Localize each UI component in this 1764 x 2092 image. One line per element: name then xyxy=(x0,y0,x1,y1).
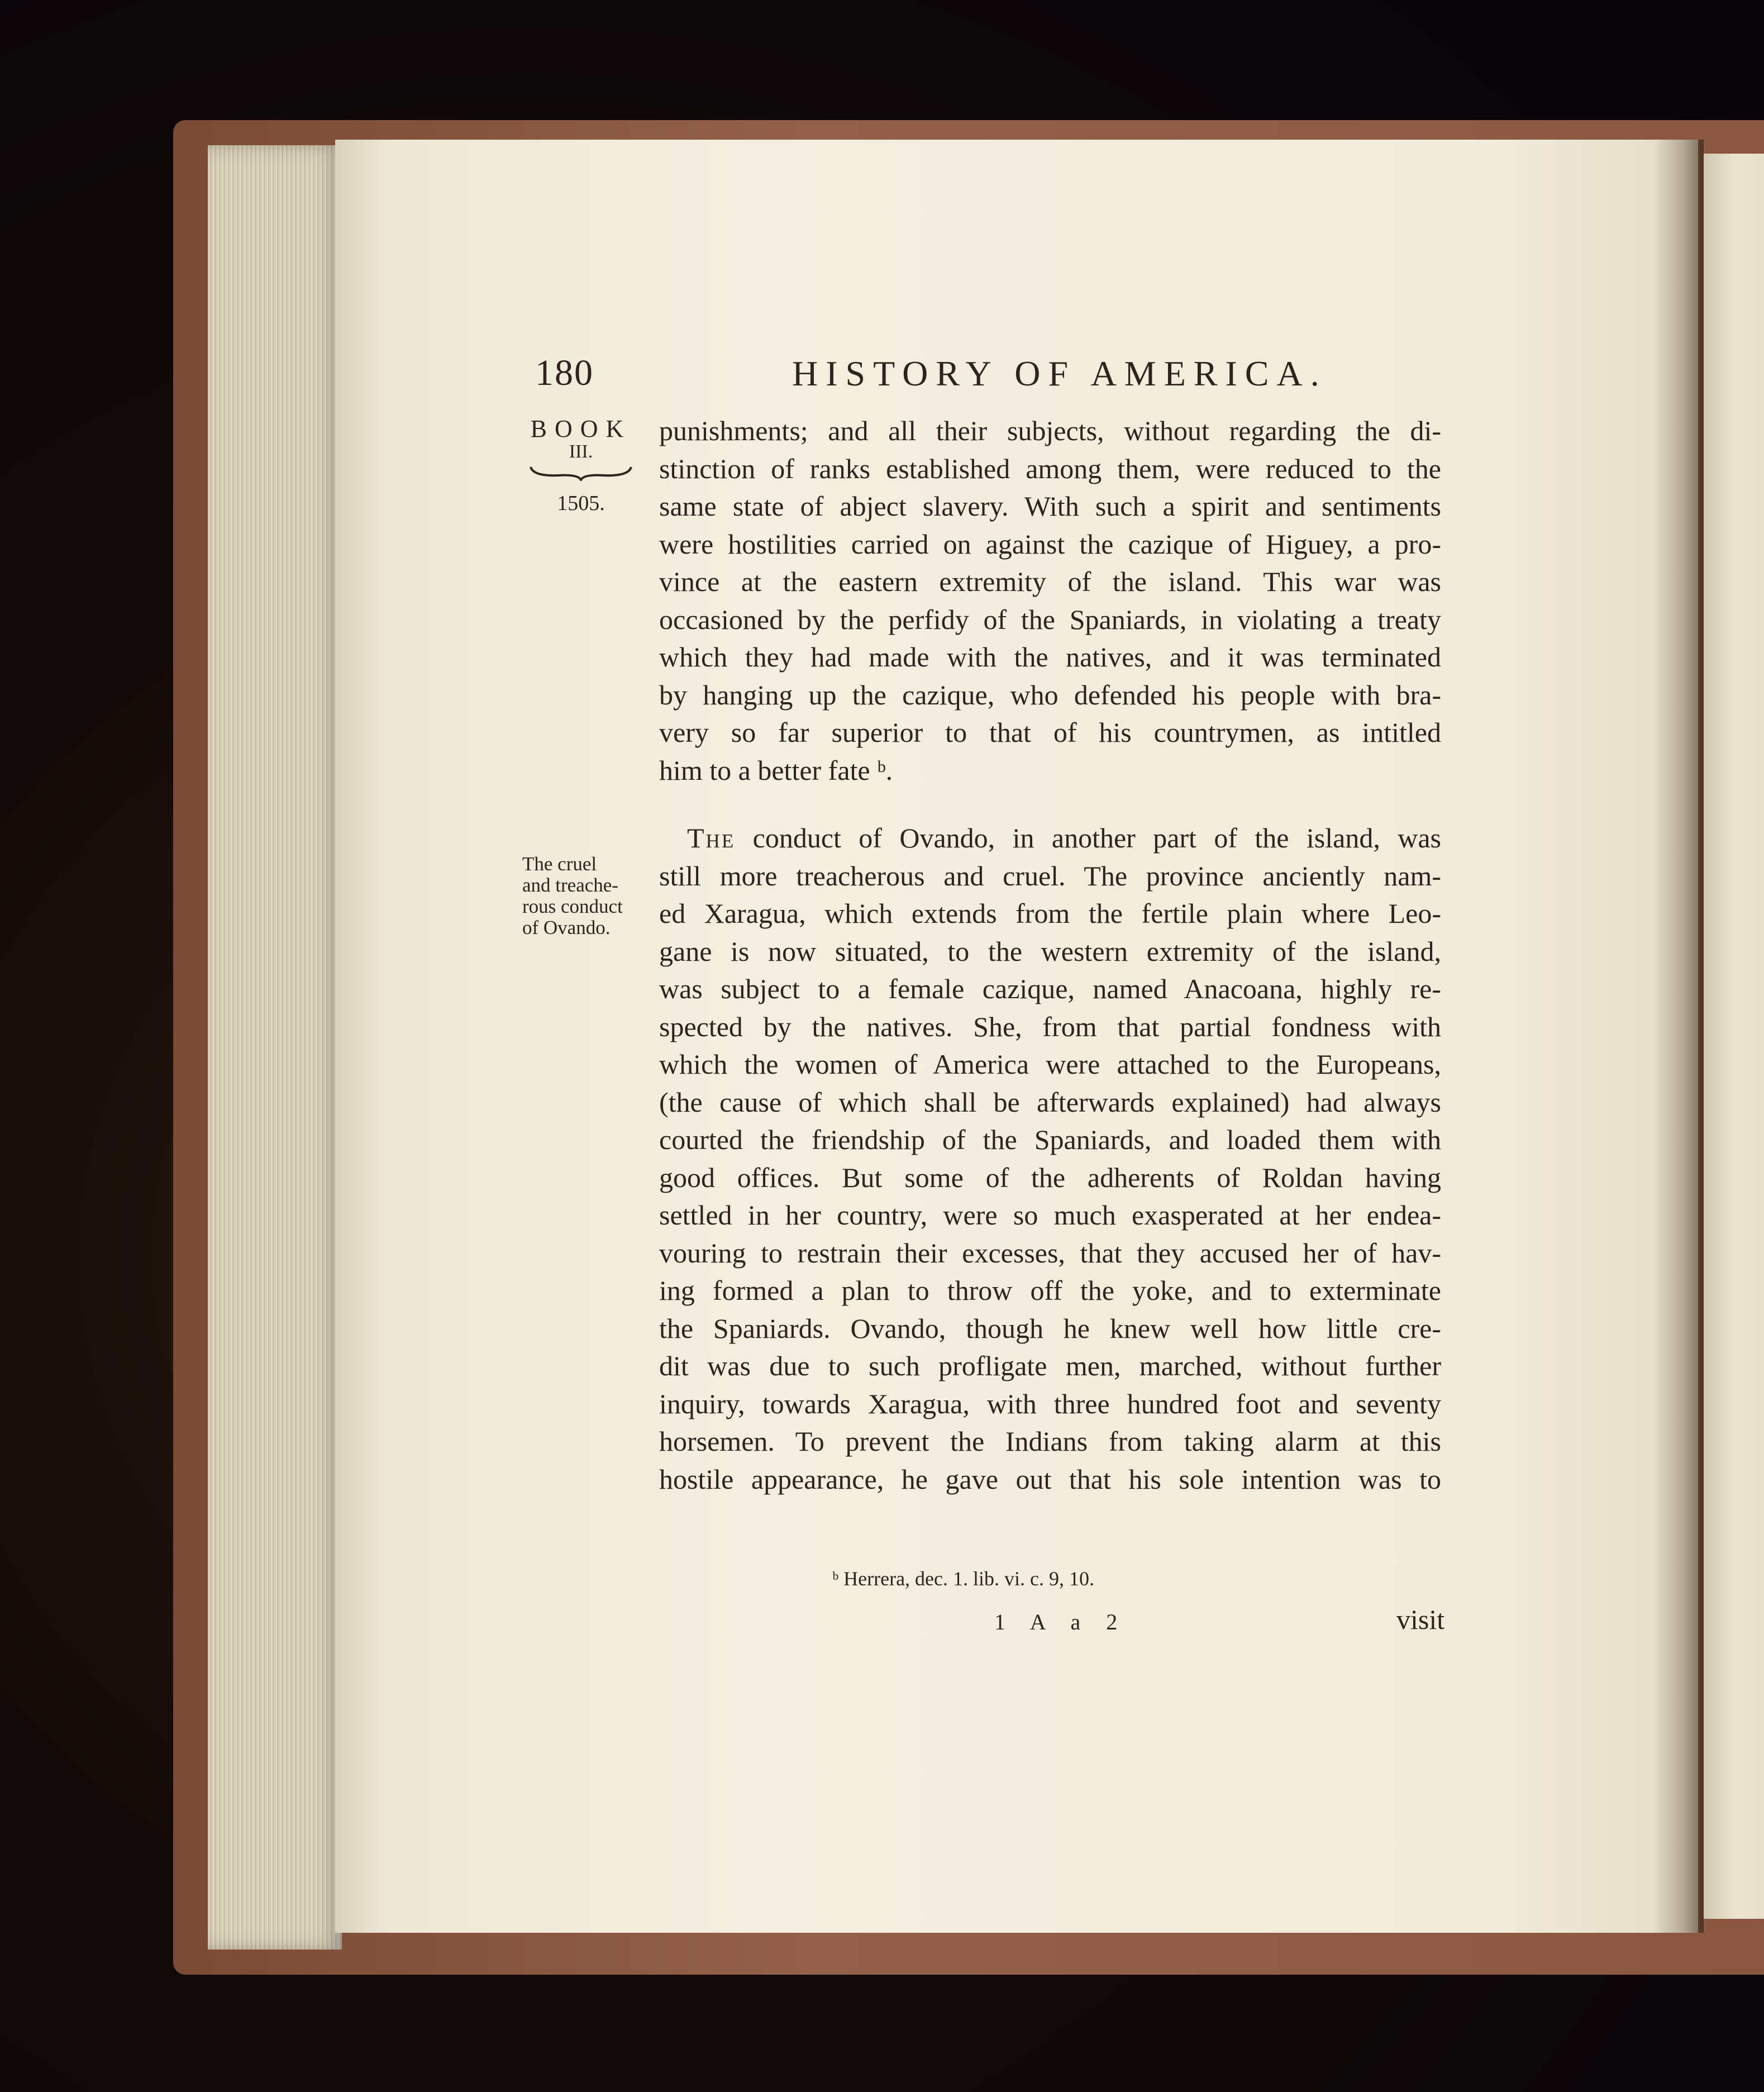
margin-book-label xyxy=(528,416,634,516)
text-line: stinction of ranks established among them, were reduced to the xyxy=(659,452,1441,484)
text-line: the Spaniards. Ovando, though he knew well how little cre- xyxy=(659,1312,1441,1344)
page-edges xyxy=(208,145,342,1950)
text-line: which the women of America were attached to the Europeans, xyxy=(659,1049,1441,1080)
sidenote-line: of Ovando. xyxy=(522,917,611,938)
text-line: which they had made with the natives, and it was terminated xyxy=(659,641,1441,673)
body-text xyxy=(659,412,1441,1498)
book-label: BOOK xyxy=(530,415,632,442)
sidenote-line: rous conduct xyxy=(522,895,623,917)
paragraph-2 xyxy=(659,819,1441,1498)
book-number: III. xyxy=(569,441,593,462)
text-line: settled in her country, were so much exasperated at her endea- xyxy=(659,1199,1441,1231)
brace-ornament xyxy=(528,464,634,481)
text-line: courted the friendship of the Spaniards, and loaded them with xyxy=(659,1124,1441,1155)
text-line: were hostilities carried on against the cazique of Higuey, a pro- xyxy=(659,528,1441,560)
text-line: occasioned by the perfidy of the Spaniards, in violating a treaty xyxy=(659,603,1441,635)
page-title: HISTORY OF AMERICA. xyxy=(792,354,1327,393)
catchword: visit xyxy=(1396,1604,1445,1635)
page-gutter xyxy=(1653,140,1704,1933)
text-line: gane is now situated, to the western extremity of the island, xyxy=(659,935,1441,967)
text-fragment: conduct of Ovando, in another part of the island, was xyxy=(752,822,1442,854)
text-line: dit was due to such profligate men, marched, without further xyxy=(659,1350,1441,1381)
text-line: inquiry, towards Xaragua, with three hundred foot and seventy xyxy=(659,1388,1441,1419)
footnote: ᵇ Herrera, dec. 1. lib. vi. c. 9, 10. xyxy=(832,1567,1094,1590)
text-line: horsemen. To prevent the Indians from taking alarm at this xyxy=(659,1426,1441,1457)
text-line: (the cause of which shall be afterwards explained) had always xyxy=(659,1086,1441,1118)
page-number: 180 xyxy=(535,352,594,393)
text-line: vouring to restrain their excesses, that they accused her of hav- xyxy=(659,1237,1441,1269)
facing-page xyxy=(1704,154,1764,1919)
text-line: very so far superior to that of his countrymen, as intitled xyxy=(659,717,1441,748)
text-line: was subject to a female cazique, named Anacoana, highly re- xyxy=(659,973,1441,1004)
margin-year: 1505. xyxy=(557,492,605,515)
text-line: by hanging up the cazique, who defended his people with bra- xyxy=(659,679,1441,711)
text-line: good offices. But some of the adherents of Roldan having xyxy=(659,1161,1441,1193)
running-head xyxy=(535,352,1345,402)
text-line: same state of abject slavery. With such a spirit and sentiments xyxy=(659,490,1441,522)
text-line: ing formed a plan to throw off the yoke, and to exterminate xyxy=(659,1275,1441,1306)
sidenote-line: The cruel xyxy=(522,853,597,875)
text-line xyxy=(659,819,1441,857)
text-line: still more treacherous and cruel. The province anciently nam- xyxy=(659,860,1441,892)
text-line: punishments; and all their subjects, without regarding the di- xyxy=(659,415,1441,446)
text-line: hostile appearance, he gave out that his sole intention was to xyxy=(659,1463,1441,1495)
signature-mark: 1 A a 2 xyxy=(994,1609,1128,1634)
paragraph-1 xyxy=(659,412,1441,789)
text-line: spected by the natives. She, from that partial fondness with xyxy=(659,1011,1441,1042)
paragraph-lead: The xyxy=(687,822,736,854)
text-line: vince at the eastern extremity of the island. This war was xyxy=(659,566,1441,597)
text-line: ed Xaragua, which extends from the fertile plain where Leo- xyxy=(659,898,1441,929)
sidenote-line: and treache- xyxy=(522,874,618,896)
margin-sidenote xyxy=(522,854,634,938)
text-line: him to a better fate ᵇ. xyxy=(659,754,893,786)
